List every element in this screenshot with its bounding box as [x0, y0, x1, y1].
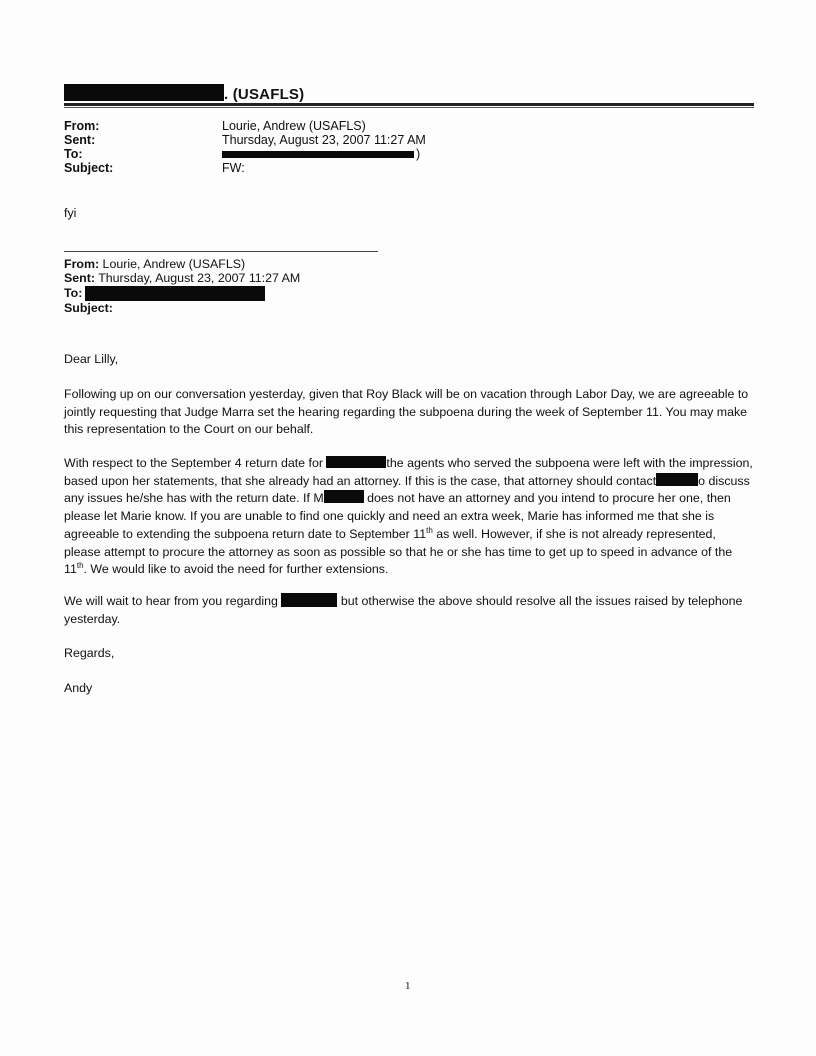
from-label: From:	[64, 119, 100, 133]
redaction-p3-name	[281, 593, 337, 607]
p3-part-a: We will wait to hear from you regarding	[64, 594, 282, 608]
closing: Regards,	[64, 646, 115, 660]
forwarded-from-value: Lourie, Andrew (USAFLS)	[99, 257, 246, 271]
paragraph-3	[64, 593, 754, 628]
paragraph-2	[64, 455, 754, 579]
forwarded-subject-label: Subject:	[64, 301, 113, 315]
p2-sup-1: th	[426, 525, 433, 535]
to-label: To:	[64, 147, 83, 161]
subject-label: Subject:	[64, 161, 114, 175]
header-rule	[64, 103, 754, 106]
forwarded-from	[64, 257, 245, 271]
p2-part-b: the agents who served the subpoena were left with the impression, based upon her statements, that she already had an attorney. If this is the case, that attorney should contact	[64, 456, 753, 488]
p2-part-d: does not have an attorney and you intend to procure her one, then please let Marie know. If you are unable to find one quickly and need an extra week, Marie has informed me that she is agreeable to extending the subpoena return date to September 11	[64, 491, 731, 541]
p2-part-e: as well. However, if she is not already represented, please attempt to procure the attorney as soon as possible so that he or she has time to get up to speed in advance of the 11	[64, 526, 733, 577]
from-value: Lourie, Andrew (USAFLS)	[222, 119, 366, 133]
p2-part-a: With respect to the September 4 return date for	[64, 456, 327, 470]
header-rule-thin	[64, 107, 754, 108]
forwarded-from-label: From:	[64, 257, 100, 271]
p2-part-c: o discuss any issues he/she has with the return date. If M	[64, 473, 750, 506]
sent-value: Thursday, August 23, 2007 11:27 AM	[222, 133, 426, 147]
forwarded-sent	[64, 271, 300, 285]
to-value-tail: )	[416, 147, 421, 161]
redaction-title	[64, 84, 224, 101]
forward-separator	[64, 251, 378, 252]
paragraph-1: Following up on our conversation yesterday, given that Roy Black will be on vacation through Labor Day, we are agreeable to jointly requesting that Judge Marra set the hearing regarding the subpoena during the week of September 11. You may make this representation to the Court on our behalf.	[64, 387, 749, 437]
greeting: Dear Lilly,	[64, 352, 119, 366]
fyi-text: fyi	[64, 206, 77, 220]
forwarded-sent-value: Thursday, August 23, 2007 11:27 AM	[94, 271, 301, 285]
page-number: 1	[405, 980, 411, 992]
subject-value: FW:	[222, 161, 245, 175]
email-title: . (USAFLS)	[224, 86, 305, 103]
p2-sup-2: th	[76, 561, 84, 571]
forwarded-subject	[64, 301, 113, 315]
p3-part-b: but otherwise the above should resolve all the issues raised by telephone yesterday.	[64, 594, 743, 626]
forwarded-to	[64, 286, 82, 300]
forwarded-to-label: To:	[64, 286, 83, 300]
sent-label: Sent:	[64, 133, 96, 147]
redaction-p2-m	[324, 490, 364, 503]
p2-part-f: . We would like to avoid the need for further extensions.	[83, 562, 389, 577]
redaction-p2-name	[326, 456, 386, 468]
forwarded-sent-label: Sent:	[64, 271, 95, 285]
redaction-forwarded-to	[85, 286, 265, 301]
signature: Andy	[64, 681, 93, 695]
redaction-p2-contact	[656, 473, 698, 486]
redaction-to	[222, 151, 414, 158]
